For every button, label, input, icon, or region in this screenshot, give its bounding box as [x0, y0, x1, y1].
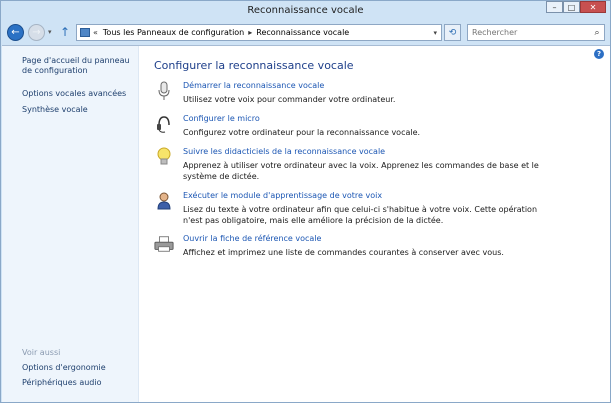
breadcrumb-separator-icon[interactable]: ▸: [248, 28, 253, 37]
reference-card-description: Affichez et imprimez une liste de commandes courantes à conserver avec vous.: [183, 248, 504, 257]
start-speech-recognition-description: Utilisez votre voix pour commander votre ordinateur.: [183, 95, 396, 104]
set-up-microphone-description: Configurez votre ordinateur pour la reconnaissance vocale.: [183, 128, 421, 137]
page-title: Configurer la reconnaissance vocale: [154, 59, 354, 72]
refresh-button[interactable]: ⟲: [444, 24, 461, 41]
headset-icon: [154, 114, 174, 134]
help-icon[interactable]: ?: [594, 49, 604, 59]
window-controls: [546, 1, 606, 13]
train-voice-link[interactable]: Exécuter le module d'apprentissage de votre voix: [183, 191, 383, 200]
lightbulb-icon: [154, 147, 174, 167]
see-also-label: Voir aussi: [22, 348, 61, 357]
sidebar-item-advanced-speech-options[interactable]: Options vocales avancées: [22, 89, 127, 98]
printer-icon: [154, 234, 174, 254]
navigation-bar: [1, 21, 610, 45]
maximize-button[interactable]: □: [563, 1, 580, 13]
content-area: [2, 45, 610, 402]
forward-button[interactable]: →: [28, 24, 45, 41]
back-button[interactable]: ←: [7, 24, 24, 41]
sidebar-item-ease-of-access[interactable]: Options d'ergonomie: [22, 363, 106, 372]
main-panel: [154, 46, 606, 402]
sidebar-item-audio-devices[interactable]: Périphériques audio: [22, 378, 102, 387]
close-button[interactable]: ✕: [580, 1, 606, 13]
search-icon[interactable]: ⌕: [594, 27, 600, 38]
sidebar-item-text-to-speech[interactable]: Synthèse vocale: [22, 105, 88, 114]
control-panel-icon: [80, 28, 90, 37]
search-box: [467, 24, 605, 41]
set-up-microphone-link[interactable]: Configurer le micro: [183, 114, 260, 123]
title-bar: [1, 1, 610, 21]
microphone-icon: [154, 81, 174, 101]
history-dropdown-icon[interactable]: ▾: [48, 28, 52, 36]
speech-tutorial-link[interactable]: Suivre les didacticiels de la reconnaissance vocale: [183, 147, 386, 156]
breadcrumb-speech-recognition[interactable]: Reconnaissance vocale: [256, 28, 350, 37]
address-overflow-icon[interactable]: «: [93, 28, 98, 37]
minimize-button[interactable]: –: [546, 1, 563, 13]
up-button[interactable]: ↑: [60, 25, 71, 39]
address-dropdown-icon[interactable]: ▾: [433, 28, 437, 37]
sidebar-item-control-panel-home[interactable]: Page d'accueil du panneau de configuration: [22, 56, 130, 75]
breadcrumb-all-control-panel[interactable]: Tous les Panneaux de configuration: [102, 28, 245, 37]
speech-tutorial-description: Apprenez à utiliser votre ordinateur avec la voix. Apprenez les commandes de base et le système de dictée.: [183, 161, 539, 181]
address-bar[interactable]: [76, 24, 442, 41]
start-speech-recognition-link[interactable]: Démarrer la reconnaissance vocale: [183, 81, 325, 90]
window-title: Reconnaissance vocale: [247, 5, 364, 16]
user-training-icon: [154, 191, 174, 211]
reference-card-link[interactable]: Ouvrir la fiche de référence vocale: [183, 234, 322, 243]
train-voice-description: Lisez du texte à votre ordinateur afin que celui-ci s'habitue à votre voix. Cette opération n'est pas obligatoire, mais elle améliore la précision de la dictée.: [183, 205, 538, 225]
search-input[interactable]: [468, 28, 590, 37]
sidebar: [2, 46, 139, 402]
